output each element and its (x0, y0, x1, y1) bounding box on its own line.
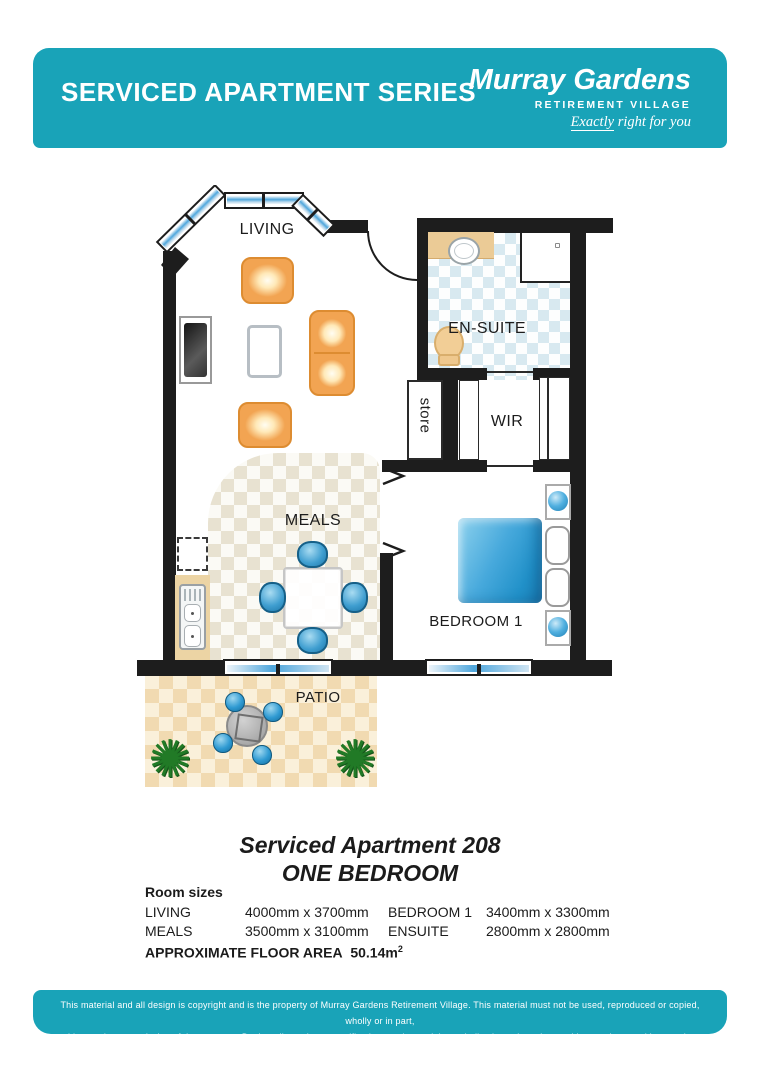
room-sizes-table (145, 884, 645, 961)
floor-area-line (145, 944, 645, 961)
series-title: SERVICED APARTMENT SERIES (61, 77, 477, 107)
label-living: LIVING (239, 221, 295, 238)
header-band (33, 48, 727, 148)
brand-subtitle: RETIREMENT VILLAGE (534, 99, 691, 111)
room-sizes-row (145, 923, 645, 942)
bay-window-left (157, 185, 225, 252)
floor-area-label: APPROXIMATE FLOOR AREA (145, 944, 343, 961)
label-store: store (416, 397, 434, 434)
room-sizes-heading: Room sizes (145, 884, 223, 900)
room-label: BEDROOM 1 (388, 904, 473, 920)
copyright-line-1: This material and all design is copyright and is the property of Murray Gardens Retirement Village. This material must not be used, reproduced or copied, wholly or in part, (60, 1000, 700, 1026)
floor-area-exponent: 2 (397, 944, 403, 954)
room-label: MEALS (145, 923, 193, 939)
slider-chevron-top (383, 468, 403, 484)
room-label: ENSUITE (388, 923, 449, 939)
plant-right: ✺ (333, 731, 377, 789)
brand-tagline-rest: right for you (614, 114, 691, 130)
apartment-title-block (130, 831, 610, 887)
label-wir: WIR (490, 413, 524, 430)
entry-door-arc (368, 231, 417, 280)
apartment-title: Serviced Apartment 208 (239, 832, 501, 858)
room-label: LIVING (145, 904, 191, 920)
room-dimension: 4000mm x 3700mm (245, 904, 369, 920)
room-dimension: 3400mm x 3300mm (486, 904, 610, 920)
label-meals: MEALS (284, 512, 342, 529)
room-dimension: 3500mm x 3100mm (245, 923, 369, 939)
slider-chevron-bottom (383, 543, 403, 559)
brand-logo (469, 64, 691, 131)
apartment-subtitle: ONE BEDROOM (281, 860, 459, 886)
room-sizes-row (145, 904, 645, 923)
plan-overlay-graphics (135, 185, 629, 807)
copyright-line-2: without written permission of the company. Design, dimensions, specifications and materials are indicative only and are subject to change without notice. (61, 1031, 699, 1042)
plant-left: ✺ (148, 731, 192, 789)
label-bedroom1: BEDROOM 1 (429, 613, 523, 630)
brand-name: Murray Gardens (468, 64, 691, 96)
floor-plan (135, 185, 629, 807)
floor-area-value: 50.14m (350, 944, 398, 961)
label-patio: PATIO (295, 689, 341, 706)
brand-tagline (469, 114, 691, 131)
label-ensuite: EN-SUITE (448, 320, 526, 337)
footer-band (33, 990, 727, 1042)
brand-tagline-lead: Exactly (570, 114, 615, 130)
room-dimension: 2800mm x 2800mm (486, 923, 610, 939)
